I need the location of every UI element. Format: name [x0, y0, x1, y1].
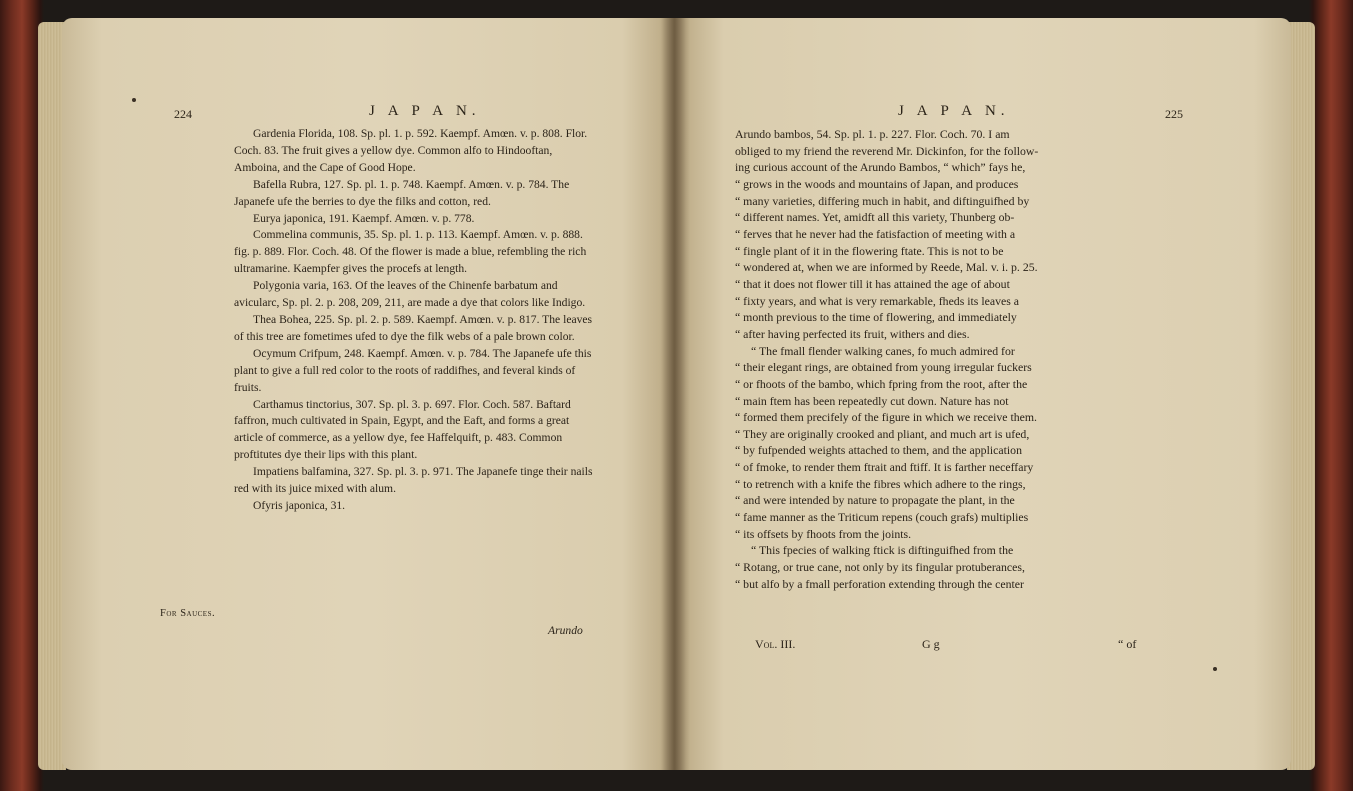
- text-line: “ fixty years, and what is very remarkable, fheds its leaves a: [735, 293, 1020, 308]
- paragraph-walking-stick: [735, 542, 1155, 592]
- ink-spot: [1213, 667, 1217, 671]
- text-line: “ by fufpended weights attached to them, and the application: [735, 443, 1022, 458]
- text-line: “ main ftem has been repeatedly cut down. Nature has not: [735, 393, 1009, 408]
- gutter-shadow: [660, 18, 690, 770]
- text-line: “ ferves that he never had the fatisfaction of meeting with a: [735, 226, 1016, 241]
- entry-gardenia: Gardenia Florida, 108. Sp. pl. 1. p. 592. Kaempf. Amœn. v. p. 808. Flor. Coch. 83. The fruit gives a yellow dye. Common alfo to Hindooftan, Amboina, and the Cape of Good Hope.: [234, 127, 588, 174]
- entry-carthamus: Carthamus tinctorius, 307. Sp. pl. 3. p. 697. Flor. Coch. 587. Baftard faffron, much cultivated in Spain, Egypt, and the Eaft, and forms a great article of commerce, as a yellow dye, fee Haffelquift, p. 483. Common proftitutes dye their lips with this plant.: [234, 397, 571, 462]
- text-line: “ This fpecies of walking ftick is diftinguifhed from the: [751, 543, 1014, 558]
- right-page-edges: [1287, 22, 1315, 770]
- left-page-text: [234, 126, 596, 515]
- entry-impatiens: Impatiens balfamina, 327. Sp. pl. 3. p. 971. The Japanefe tinge their nails red with its juice mixed with alum.: [234, 465, 593, 496]
- text-line: “ fingle plant of it in the flowering ftate. This is not to be: [735, 243, 1004, 258]
- catchword-right: “ of: [1118, 637, 1137, 651]
- running-head-right: J A P A N.: [898, 103, 1010, 119]
- entry-commelina: Commelina communis, 35. Sp. pl. 1. p. 113. Kaempf. Amœn. v. p. 888. fig. p. 889. Flor. Coch. 48. Of the flower is made a blue, refembling the rich ultramarine. Kaempfer gives the procefs at length.: [234, 228, 587, 276]
- catchword-left: Arundo: [548, 624, 583, 637]
- text-line: “ many varieties, differing much in habit, and diftinguifhed by: [735, 193, 1030, 208]
- text-line: “ but alfo by a fmall perforation extending through the center: [735, 576, 1024, 591]
- text-line: “ after having perfected its fruit, withers and dies.: [735, 326, 970, 341]
- text-line: “ wondered at, when we are informed by Reede, Mal. v. i. p. 25.: [735, 260, 1038, 275]
- text-line: “ Rotang, or true cane, not only by its fingular protuberances,: [735, 560, 1025, 575]
- right-page-text: [735, 126, 1155, 592]
- text-line: “ grows in the woods and mountains of Japan, and produces: [735, 176, 1019, 191]
- entry-polygonia: Polygonia varia, 163. Of the leaves of the Chinenfe barbatum and avicularc, Sp. pl. 2. p. 208, 209, 211, are made a dye that colors like Indigo.: [234, 279, 586, 310]
- volume-signature: Vol. III.: [755, 637, 796, 651]
- entry-osyris: Ofyris japonica, 31.: [253, 498, 346, 512]
- text-line: “ that it does not flower till it has attained the age of about: [735, 276, 1010, 291]
- text-line: Arundo bambos, 54. Sp. pl. 1. p. 227. Flor. Coch. 70. I am: [735, 127, 1010, 141]
- text-line: “ and were intended by nature to propagate the plant, in the: [735, 493, 1015, 508]
- ink-spot: [132, 98, 136, 102]
- text-line: “ their elegant rings, are obtained from young irregular fuckers: [735, 360, 1032, 375]
- text-line: “ its offsets by fhoots from the joints.: [735, 526, 912, 541]
- text-line: ing curious account of the Arundo Bambos, “ which” fays he,: [735, 160, 1026, 175]
- text-line: “ different names. Yet, amidft all this variety, Thunberg ob-: [735, 210, 1015, 225]
- text-line: “ The fmall flender walking canes, fo much admired for: [751, 343, 1015, 358]
- text-line: “ month previous to the time of flowering, and immediately: [735, 310, 1017, 325]
- running-head-left: J A P A N.: [369, 103, 481, 119]
- text-line: “ fame manner as the Triticum repens (couch grafs) multiplies: [735, 510, 1029, 525]
- entry-eurya: Eurya japonica, 191. Kaempf. Amœn. v. p. 778.: [253, 211, 475, 225]
- text-line: “ to retrench with a knife the fibres which adhere to the rings,: [735, 476, 1026, 491]
- entry-basella: Bafella Rubra, 127. Sp. pl. 1. p. 748. Kaempf. Amœn. v. p. 784. The Japanefe ufe the berries to dye the filks and cotton, red.: [234, 177, 570, 208]
- text-line: “ of fmoke, to render them ftrait and ftiff. It is farther neceffary: [735, 460, 1034, 475]
- paragraph-arundo: [735, 126, 1155, 343]
- text-line: obliged to my friend the reverend Mr. Dickinfon, for the follow-: [735, 143, 1039, 158]
- entry-ocymum: Ocymum Crifpum, 248. Kaempf. Amœn. v. p. 784. The Japanefe ufe this plant to give a full red color to the roots of raddifhes, and feveral kinds of fruits.: [234, 346, 592, 394]
- entry-thea: Thea Bohea, 225. Sp. pl. 2. p. 589. Kaempf. Amœn. v. p. 817. The leaves of this tree are fometimes ufed to dye the filk webs of a pale brown color.: [234, 312, 593, 343]
- signature-mark: G g: [922, 637, 940, 651]
- text-line: “ They are originally crooked and pliant, and much art is ufed,: [735, 426, 1030, 441]
- page-number-left: 224: [174, 107, 192, 121]
- text-line: “ formed them precifely of the figure in which we receive them.: [735, 410, 1038, 425]
- side-note: For Sauces.: [160, 608, 216, 619]
- paragraph-walking-canes: [735, 343, 1155, 543]
- page-number-right: 225: [1165, 107, 1183, 121]
- text-line: “ or fhoots of the bambo, which fpring from the root, after the: [735, 376, 1028, 391]
